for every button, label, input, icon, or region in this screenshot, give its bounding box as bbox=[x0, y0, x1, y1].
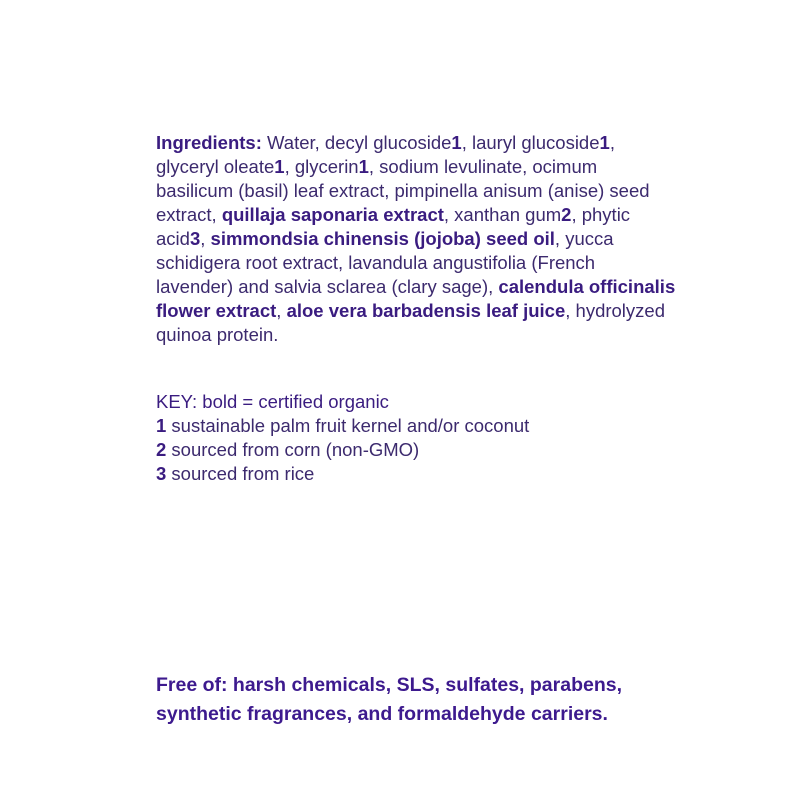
key-note bbox=[156, 414, 676, 438]
footnote-marker: 2 bbox=[561, 204, 572, 225]
organic-ingredient: quillaja saponaria extract bbox=[221, 204, 444, 225]
ingredients-body bbox=[156, 132, 675, 345]
key-title: KEY: bold = certified organic bbox=[156, 391, 389, 412]
ingredient-text: Water, decyl glucoside bbox=[261, 132, 452, 153]
organic-ingredient: simmondsia chinensis (jojoba) seed oil bbox=[210, 228, 555, 249]
organic-ingredient: calendula officinalis flower extract bbox=[156, 276, 676, 321]
ingredient-text: , glycerin bbox=[284, 156, 359, 177]
footnote-marker: 3 bbox=[189, 228, 201, 249]
key-note-text: sustainable palm fruit kernel and/or coconut bbox=[166, 415, 530, 436]
key-note-number: 3 bbox=[156, 463, 167, 484]
ingredient-text: , yucca schidigera root extract, lavandula angustifolia (French lavender) and salvia sclarea (clary sage), bbox=[156, 228, 614, 297]
key-note-text: sourced from corn (non-GMO) bbox=[166, 439, 420, 460]
key-note-number: 1 bbox=[156, 415, 167, 436]
ingredient-text: , bbox=[200, 228, 211, 249]
ingredients-heading: Ingredients: bbox=[156, 132, 262, 153]
ingredient-text: , lauryl glucoside bbox=[461, 132, 600, 153]
organic-ingredient: aloe vera barbadensis leaf juice bbox=[286, 300, 566, 321]
footnote-marker: 1 bbox=[358, 156, 369, 177]
ingredient-text: , xanthan gum bbox=[443, 204, 562, 225]
key-note-text: sourced from rice bbox=[166, 463, 315, 484]
key-section bbox=[156, 390, 676, 486]
free-of-statement: Free of: harsh chemicals, SLS, sulfates, parabens, synthetic fragrances, and formaldehyde carriers. bbox=[156, 674, 623, 725]
key-note-number: 2 bbox=[156, 439, 167, 460]
ingredient-text: , phytic acid bbox=[156, 204, 631, 249]
ingredient-text: , bbox=[276, 300, 287, 321]
key-note bbox=[156, 462, 676, 486]
ingredient-text: , hydrolyzed quinoa protein. bbox=[156, 300, 665, 345]
ingredient-text: , sodium levulinate, ocimum basilicum (basil) leaf extract, pimpinella anisum (anise) seed extract, bbox=[156, 156, 650, 225]
footnote-marker: 1 bbox=[599, 132, 610, 153]
ingredient-text: , glyceryl oleate bbox=[156, 132, 615, 177]
key-note bbox=[156, 438, 676, 462]
footnote-marker: 1 bbox=[274, 156, 285, 177]
footnote-marker: 1 bbox=[451, 132, 462, 153]
ingredients-paragraph bbox=[156, 131, 676, 347]
